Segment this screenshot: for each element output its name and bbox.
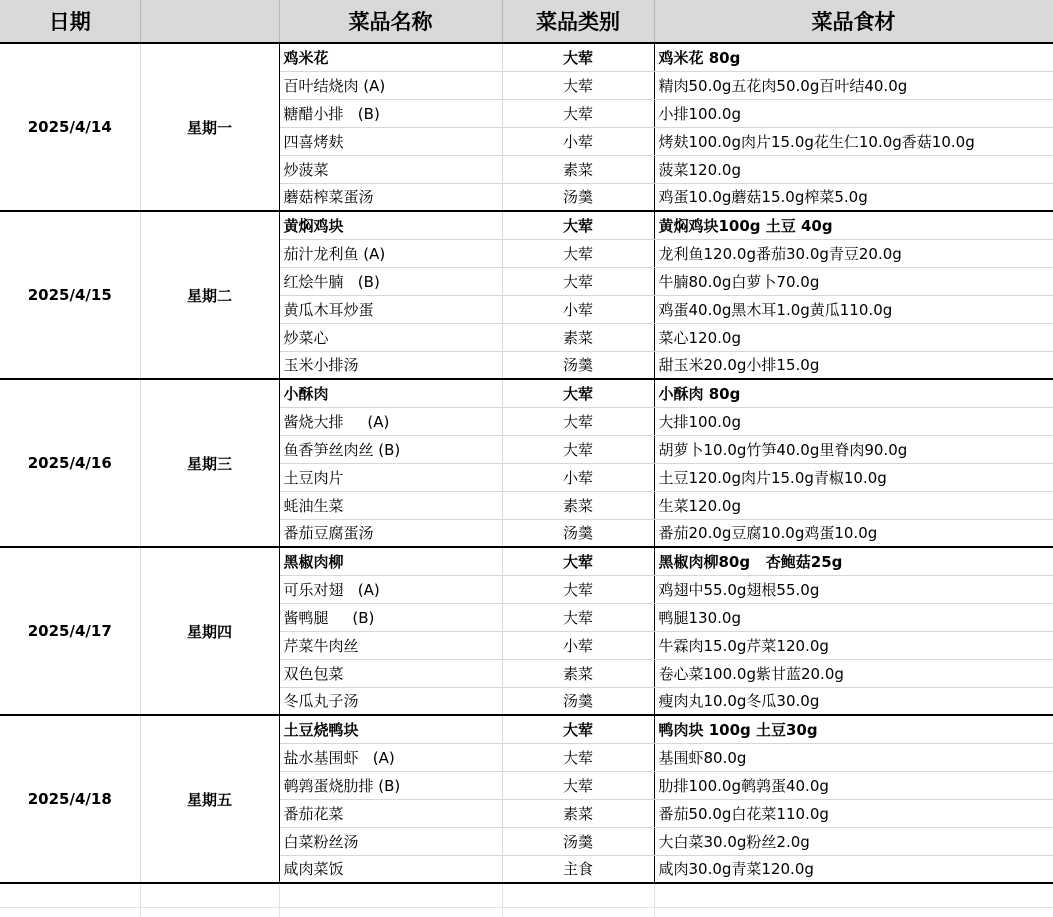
dish-name-cell[interactable]: 小酥肉 <box>279 379 502 407</box>
dish-name-cell[interactable]: 盐水基围虾 (A) <box>279 743 502 771</box>
dish-ingredients-cell[interactable]: 胡萝卜10.0g竹笋40.0g里脊肉90.0g <box>654 435 1053 463</box>
weekday-cell[interactable]: 星期二 <box>140 211 279 379</box>
dish-category-cell[interactable]: 大荤 <box>502 71 654 99</box>
dish-ingredients-cell[interactable]: 菜心120.0g <box>654 323 1053 351</box>
dish-ingredients-cell[interactable]: 牛霖肉15.0g芹菜120.0g <box>654 631 1053 659</box>
dish-ingredients-cell[interactable]: 鸡蛋10.0g蘑菇15.0g榨菜5.0g <box>654 183 1053 211</box>
dish-category-cell[interactable]: 小荤 <box>502 127 654 155</box>
dish-name-cell[interactable]: 番茄豆腐蛋汤 <box>279 519 502 547</box>
dish-ingredients-cell[interactable]: 黄焖鸡块100g 土豆 40g <box>654 211 1053 239</box>
dish-category-cell[interactable]: 汤羹 <box>502 827 654 855</box>
dish-ingredients-cell[interactable]: 鸭腿130.0g <box>654 603 1053 631</box>
dish-category-cell[interactable]: 汤羹 <box>502 351 654 379</box>
dish-ingredients-cell[interactable]: 土豆120.0g肉片15.0g青椒10.0g <box>654 463 1053 491</box>
dish-ingredients-cell[interactable]: 肋排100.0g鹌鹑蛋40.0g <box>654 771 1053 799</box>
dish-category-cell[interactable]: 大荤 <box>502 743 654 771</box>
date-cell[interactable]: 2025/4/16 <box>0 379 140 547</box>
weekday-cell[interactable]: 星期五 <box>140 715 279 883</box>
dish-name-cell[interactable]: 炒菠菜 <box>279 155 502 183</box>
dish-ingredients-cell[interactable]: 瘦肉丸10.0g冬瓜30.0g <box>654 687 1053 715</box>
dish-ingredients-cell[interactable]: 小排100.0g <box>654 99 1053 127</box>
dish-name-cell[interactable]: 双色包菜 <box>279 659 502 687</box>
dish-name-cell[interactable]: 鹌鹑蛋烧肋排 (B) <box>279 771 502 799</box>
dish-ingredients-cell[interactable]: 基围虾80.0g <box>654 743 1053 771</box>
dish-name-cell[interactable]: 蚝油生菜 <box>279 491 502 519</box>
dish-ingredients-cell[interactable]: 大白菜30.0g粉丝2.0g <box>654 827 1053 855</box>
dish-category-cell[interactable]: 小荤 <box>502 463 654 491</box>
dish-category-cell[interactable]: 大荤 <box>502 407 654 435</box>
dish-ingredients-cell[interactable]: 大排100.0g <box>654 407 1053 435</box>
dish-ingredients-cell[interactable]: 生菜120.0g <box>654 491 1053 519</box>
dish-category-cell[interactable]: 大荤 <box>502 43 654 71</box>
header-dish-ingredients[interactable]: 菜品食材 <box>654 0 1053 43</box>
weekday-cell[interactable]: 星期一 <box>140 43 279 211</box>
dish-name-cell[interactable]: 黑椒肉柳 <box>279 547 502 575</box>
dish-category-cell[interactable]: 大荤 <box>502 575 654 603</box>
dish-category-cell[interactable]: 大荤 <box>502 715 654 743</box>
dish-category-cell[interactable]: 汤羹 <box>502 183 654 211</box>
dish-category-cell[interactable]: 素菜 <box>502 659 654 687</box>
header-date[interactable]: 日期 <box>0 0 140 43</box>
dish-ingredients-cell[interactable]: 番茄20.0g豆腐10.0g鸡蛋10.0g <box>654 519 1053 547</box>
dish-category-cell[interactable]: 素菜 <box>502 155 654 183</box>
dish-name-cell[interactable]: 土豆肉片 <box>279 463 502 491</box>
header-row <box>0 0 1053 43</box>
dish-category-cell[interactable]: 小荤 <box>502 295 654 323</box>
header-dish-category[interactable]: 菜品类别 <box>502 0 654 43</box>
dish-name-cell[interactable]: 芹菜牛肉丝 <box>279 631 502 659</box>
dish-name-cell[interactable]: 黄焖鸡块 <box>279 211 502 239</box>
date-cell[interactable]: 2025/4/18 <box>0 715 140 883</box>
weekday-cell[interactable]: 星期三 <box>140 379 279 547</box>
table-row <box>0 715 1053 743</box>
date-cell[interactable]: 2025/4/15 <box>0 211 140 379</box>
dish-name-cell[interactable]: 可乐对翅 (A) <box>279 575 502 603</box>
dish-name-cell[interactable]: 咸肉菜饭 <box>279 855 502 883</box>
dish-category-cell[interactable]: 汤羹 <box>502 519 654 547</box>
weekday-cell[interactable]: 星期四 <box>140 547 279 715</box>
date-cell[interactable]: 2025/4/17 <box>0 547 140 715</box>
table-row <box>0 547 1053 575</box>
dish-ingredients-cell[interactable]: 鸡米花 80g <box>654 43 1053 71</box>
dish-ingredients-cell[interactable]: 鸡翅中55.0g翅根55.0g <box>654 575 1053 603</box>
table-row <box>0 43 1053 71</box>
dish-name-cell[interactable]: 鸡米花 <box>279 43 502 71</box>
dish-ingredients-cell[interactable]: 菠菜120.0g <box>654 155 1053 183</box>
dish-name-cell[interactable]: 炒菜心 <box>279 323 502 351</box>
dish-category-cell[interactable]: 大荤 <box>502 771 654 799</box>
dish-category-cell[interactable]: 大荤 <box>502 267 654 295</box>
dish-name-cell[interactable]: 茄汁龙利鱼 (A) <box>279 239 502 267</box>
dish-name-cell[interactable]: 黄瓜木耳炒蛋 <box>279 295 502 323</box>
dish-ingredients-cell[interactable]: 卷心菜100.0g紫甘蓝20.0g <box>654 659 1053 687</box>
dish-name-cell[interactable]: 四喜烤麸 <box>279 127 502 155</box>
menu-body <box>0 43 1053 883</box>
dish-category-cell[interactable]: 大荤 <box>502 435 654 463</box>
dish-name-cell[interactable]: 酱烧大排 (A) <box>279 407 502 435</box>
empty-grid-area <box>0 885 1053 917</box>
dish-ingredients-cell[interactable]: 牛腩80.0g白萝卜70.0g <box>654 267 1053 295</box>
dish-ingredients-cell[interactable]: 咸肉30.0g青菜120.0g <box>654 855 1053 883</box>
dish-ingredients-cell[interactable]: 鸭肉块 100g 土豆30g <box>654 715 1053 743</box>
dish-ingredients-cell[interactable]: 小酥肉 80g <box>654 379 1053 407</box>
dish-category-cell[interactable]: 大荤 <box>502 379 654 407</box>
dish-name-cell[interactable]: 百叶结烧肉 (A) <box>279 71 502 99</box>
table-row <box>0 211 1053 239</box>
dish-name-cell[interactable]: 糖醋小排 (B) <box>279 99 502 127</box>
dish-ingredients-cell[interactable]: 精肉50.0g五花肉50.0g百叶结40.0g <box>654 71 1053 99</box>
dish-ingredients-cell[interactable]: 番茄50.0g白花菜110.0g <box>654 799 1053 827</box>
dish-name-cell[interactable]: 番茄花菜 <box>279 799 502 827</box>
dish-category-cell[interactable]: 大荤 <box>502 211 654 239</box>
dish-category-cell[interactable]: 大荤 <box>502 547 654 575</box>
header-weekday[interactable] <box>140 0 279 43</box>
dish-name-cell[interactable]: 冬瓜丸子汤 <box>279 687 502 715</box>
dish-ingredients-cell[interactable]: 烤麸100.0g肉片15.0g花生仁10.0g香菇10.0g <box>654 127 1053 155</box>
dish-category-cell[interactable]: 汤羹 <box>502 687 654 715</box>
dish-category-cell[interactable]: 大荤 <box>502 239 654 267</box>
dish-category-cell[interactable]: 主食 <box>502 855 654 883</box>
dish-category-cell[interactable]: 大荤 <box>502 99 654 127</box>
dish-name-cell[interactable]: 白菜粉丝汤 <box>279 827 502 855</box>
dish-category-cell[interactable]: 小荤 <box>502 631 654 659</box>
dish-ingredients-cell[interactable]: 龙利鱼120.0g番茄30.0g青豆20.0g <box>654 239 1053 267</box>
dish-category-cell[interactable]: 素菜 <box>502 491 654 519</box>
header-dish-name[interactable]: 菜品名称 <box>279 0 502 43</box>
dish-name-cell[interactable]: 红烩牛腩 (B) <box>279 267 502 295</box>
dish-name-cell[interactable]: 玉米小排汤 <box>279 351 502 379</box>
dish-category-cell[interactable]: 大荤 <box>502 603 654 631</box>
dish-name-cell[interactable]: 蘑菇榨菜蛋汤 <box>279 183 502 211</box>
dish-category-cell[interactable]: 素菜 <box>502 799 654 827</box>
dish-name-cell[interactable]: 酱鸭腿 (B) <box>279 603 502 631</box>
dish-ingredients-cell[interactable]: 黑椒肉柳80g 杏鲍菇25g <box>654 547 1053 575</box>
dish-name-cell[interactable]: 土豆烧鸭块 <box>279 715 502 743</box>
dish-ingredients-cell[interactable]: 甜玉米20.0g小排15.0g <box>654 351 1053 379</box>
table-row <box>0 379 1053 407</box>
dish-name-cell[interactable]: 鱼香笋丝肉丝 (B) <box>279 435 502 463</box>
date-cell[interactable]: 2025/4/14 <box>0 43 140 211</box>
dish-category-cell[interactable]: 素菜 <box>502 323 654 351</box>
dish-ingredients-cell[interactable]: 鸡蛋40.0g黑木耳1.0g黄瓜110.0g <box>654 295 1053 323</box>
